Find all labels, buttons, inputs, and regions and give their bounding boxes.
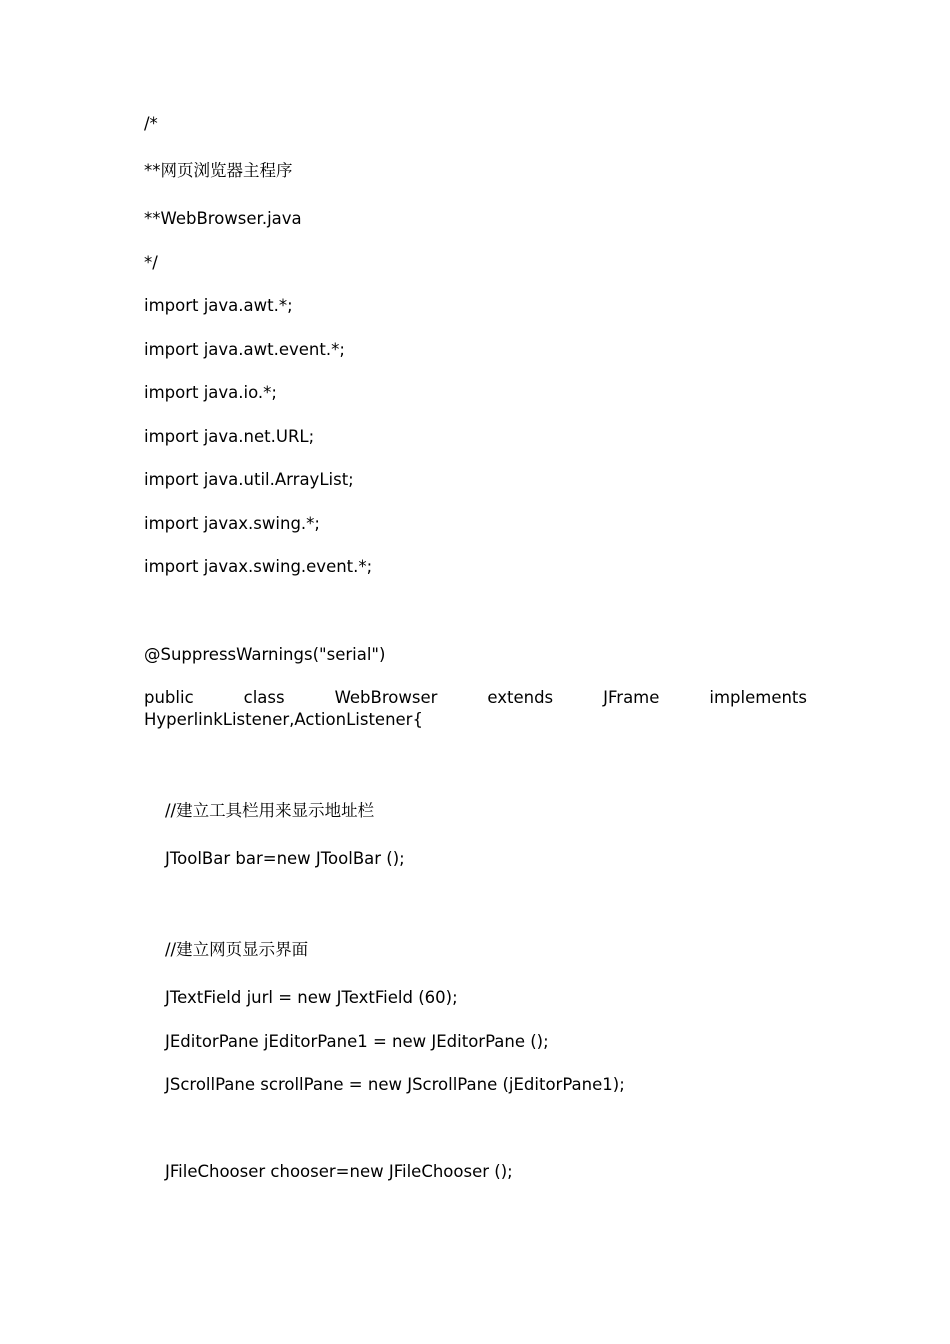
import-line: import java.awt.*;	[144, 296, 293, 315]
import-line: import javax.swing.*;	[144, 514, 320, 533]
comment-open: /*	[144, 114, 158, 133]
import-line: import java.io.*;	[144, 383, 277, 402]
class-decl-word: public	[144, 688, 194, 707]
class-decl-word: WebBrowser	[334, 688, 438, 707]
filechooser-declaration: JFileChooser chooser=new JFileChooser ();	[165, 1162, 513, 1181]
import-line: import java.awt.event.*;	[144, 340, 345, 359]
annotation-line: @SuppressWarnings("serial")	[144, 645, 386, 664]
comment-close: */	[144, 253, 158, 272]
import-line: import java.util.ArrayList;	[144, 470, 354, 489]
class-declaration	[144, 687, 807, 709]
class-decl-word: implements	[709, 688, 807, 707]
class-decl-word: class	[243, 688, 285, 707]
scrollpane-declaration: JScrollPane scrollPane = new JScrollPane (jEditorPane1);	[165, 1075, 625, 1094]
import-line: import javax.swing.event.*;	[144, 557, 373, 576]
class-decl-continuation: HyperlinkListener,ActionListener{	[144, 710, 423, 729]
toolbar-declaration: JToolBar bar=new JToolBar ();	[165, 849, 405, 868]
comment-title: **网页浏览器主程序	[144, 161, 293, 180]
comment-file: **WebBrowser.java	[144, 209, 302, 228]
class-decl-word: extends	[487, 688, 554, 707]
import-line: import java.net.URL;	[144, 427, 315, 446]
toolbar-comment: //建立工具栏用来显示地址栏	[165, 801, 375, 820]
class-decl-word: JFrame	[603, 688, 660, 707]
view-comment: //建立网页显示界面	[165, 940, 309, 959]
textfield-declaration: JTextField jurl = new JTextField (60);	[165, 988, 458, 1007]
editorpane-declaration: JEditorPane jEditorPane1 = new JEditorPane ();	[165, 1032, 549, 1051]
